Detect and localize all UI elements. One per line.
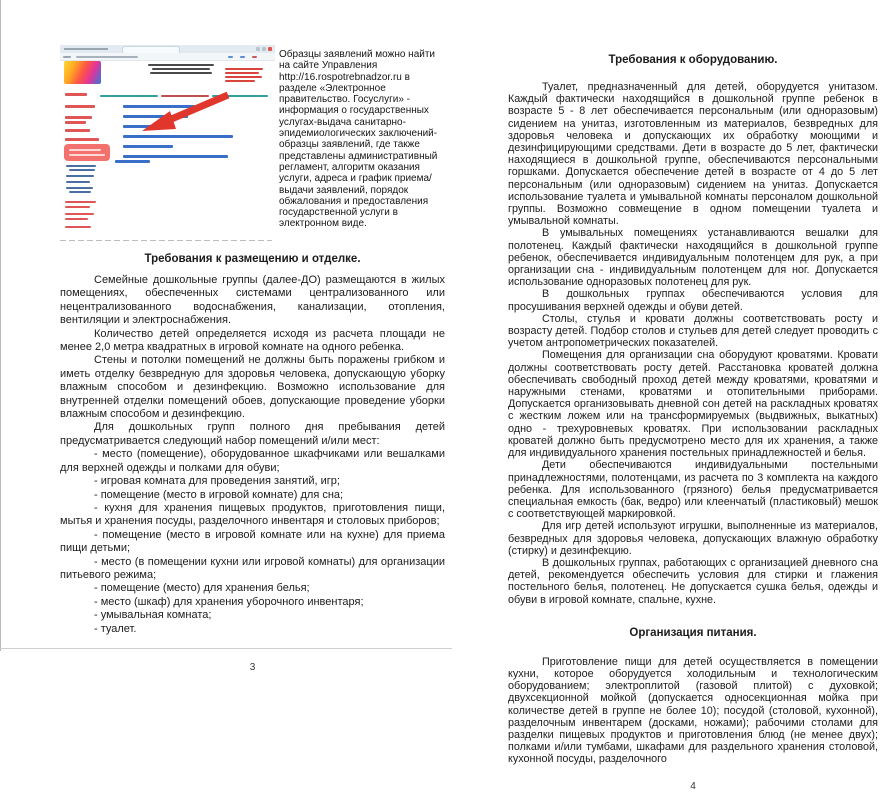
- content-link: [123, 155, 228, 158]
- paragraph: Стены и потолки помещений не должны быть поражены грибком и иметь отделку безвредную для здоровья человека, допускающую уборку влажным способом и дезинфекцию. Возможно использование для внутренней отделки помещений обоев, допускающие проведение уборки влажным способом и дезинфекцию.: [60, 354, 445, 421]
- site-header-text-line: [150, 72, 212, 74]
- paragraph: Дети обеспечиваются индивидуальными постельными принадлежностями, полотенцами, из расчета по 3 комплекта на каждого ребенка. Для использованного (грязного) белья предусматривается специальная емкость (бак, ведро) или клеенчатый (пластиковый) мешок с соответствующей маркировкой.: [508, 459, 878, 521]
- sidebar-sub-item: [69, 191, 91, 193]
- site-header-text-line: [148, 64, 214, 66]
- paragraph: Туалет, предназначенный для детей, оборудуется унитазом. Каждый фактически находящийся в дошкольной группе ребенок в возрасте 5 - 8 лет обеспечивается персональным (или одноразовым) сидением на унитаз, изготовленным из материалов, безвредных для здоровья человека и допускающих их обработку моющими и дезинфицирующими средствами. Дети в возрасте до 5 лет, фактически находящиеся в дошкольной группе, обеспечиваются персональными горшками. Допускается обеспечение детей в возрасте от 4 до 5 лет персональным (или одноразовым) сидением на унитаз. Допускается использование туалета и умывальной комнаты персоналом дошкольной группы. Возможно совмещение в одном помещении туалета и умывальной комнаты.: [508, 81, 878, 228]
- site-contact-text-line: [225, 80, 255, 82]
- sidebar-highlighted-text: [69, 149, 101, 151]
- window-minimize-icon: [256, 47, 260, 51]
- section-heading-equipment: Требования к оборудованию.: [608, 54, 778, 66]
- sidebar-menu-item: [65, 213, 94, 215]
- content-link: [123, 135, 233, 138]
- paragraph: - туалет.: [94, 622, 137, 635]
- sidebar-menu-item: [65, 226, 91, 228]
- sidebar-menu-item: [65, 138, 99, 141]
- site-contact-text-line: [225, 72, 259, 74]
- paragraph: - помещение (место) для хранения белья;: [94, 582, 310, 595]
- site-header-text-line: [152, 68, 210, 70]
- window-close-icon: [268, 47, 272, 51]
- page-left-edge: [0, 0, 1, 651]
- paragraph: - умывальная комната;: [94, 609, 212, 622]
- content-link: [123, 145, 173, 148]
- sidebar-menu-item: [65, 201, 96, 203]
- rospotrebnadzor-website-screenshot: [60, 45, 275, 243]
- sidebar-highlighted-text: [69, 154, 105, 156]
- toolbar-icon: [252, 56, 257, 58]
- paragraph: Приготовление пищи для детей осуществляется в помещении кухни, которое оборудуется холодильным и технологическим оборудованием; электроплитой (газовой плитой) с духовкой; двухсекционной мойкой (допускается односекционная мойка при количестве детей в группе не более 10); посудой (столовой, кухонной), разделочным инвентарем (досками, ножами); рабочими столами для разделки пищевых продуктов и приготовления блюд (не менее двух); полками и/или тумбами, шкафами для раздельного хранения столовой, кухонной посуды, разделочного: [508, 655, 878, 766]
- paragraph: - помещение (место в игровой комнате или на кухне) для приема пищи детьми;: [60, 528, 445, 555]
- browser-tab: [122, 46, 180, 53]
- sidebar-menu-item: [65, 206, 90, 208]
- browser-tab-title: [64, 48, 108, 50]
- toolbar-icon: [228, 56, 233, 58]
- sidebar-menu-item: [65, 93, 87, 96]
- paragraph: Помещения для организации сна оборудуют кроватями. Кровати должны соответствовать росту детей. Расстановка кроватей должна обеспечивать свободный проход детей между кроватями, кроватями и наружными стенами, кроватями и отопительными приборами. Допускается организовывать дневной сон детей на раскладных кроватях с жестким ложем или на трансформируемых (выдвижных, выкатных) одно - трехуровневых кроватях. При использовании раскладных кроватей должно быть предусмотрено место для их хранения, а также для индивидуального хранения постельных принадлежностей и белья.: [508, 349, 878, 460]
- url-text: [76, 56, 138, 58]
- page-number-right: 4: [690, 780, 696, 792]
- info-note: Образцы заявлений можно найти на сайте Управления http://16.rospotrebnadzor.ru в разделе «Электронное правительство. Госуслуги» - информация о государственных услугах-выдача санитарно-эпидемиологических заключений-образцы заявлений, где также представлены административный регламент, алгоритм оказания услуги, адреса и график приема/выдачи заявлений, порядок обжалования и предоставления государственной услуги в электронном виде.: [279, 49, 441, 230]
- nutrition-paragraphs: [508, 656, 878, 766]
- site-contact-text-line: [225, 76, 262, 78]
- paragraph: - место (шкаф) для хранения уборочного инвентаря;: [94, 595, 364, 608]
- paragraph: - место (в помещении кухни или игровой комнаты) для организации питьевого режима;: [60, 555, 445, 581]
- sidebar-menu-item: [65, 218, 88, 220]
- section-heading-nutrition: Организация питания.: [629, 626, 757, 639]
- sidebar-menu-item: [65, 121, 86, 124]
- sidebar-menu-item: [65, 116, 92, 119]
- sidebar-highlighted-item: [64, 144, 110, 161]
- sidebar-sub-item: [69, 169, 95, 171]
- browser-tab-strip: [60, 45, 275, 53]
- sidebar-menu-item: [65, 129, 90, 132]
- browser-address-bar: [60, 53, 275, 61]
- paragraph: - место (помещение), оборудованное шкафчиками или вешалками для верхней одежды и полками для обуви;: [60, 448, 445, 474]
- site-contact-text-line: [225, 68, 263, 70]
- page-3-top-row: [60, 45, 445, 243]
- page-3: [60, 45, 445, 673]
- paragraph: В умывальных помещениях устанавливаются вешалки для полотенец. Каждый фактически находящийся в дошкольной группе ребенок, обеспечивается индивидуальным полотенцем для рук, а при организации сна - индивидуальным полотенцем для ног. Допускается использование одноразовых полотенец для рук.: [508, 227, 878, 289]
- sidebar-sub-item: [66, 181, 90, 183]
- section-heading-placement: Требования к размещению и отделке.: [144, 253, 361, 265]
- equipment-paragraphs: [508, 81, 878, 606]
- placement-paragraphs: [60, 274, 445, 636]
- paragraph: Для игр детей используют игрушки, выполненные из материалов, безвредных для здоровья человека, допускающих влажную обработку (стирку) и дезинфекцию.: [508, 520, 878, 557]
- rospotrebnadzor-logo: [64, 61, 101, 84]
- paragraph: В дошкольных группах обеспечиваются условия для просушивания верхней одежды и обуви детей.: [508, 288, 878, 313]
- paragraph: Для дошкольных групп полного дня пребывания детей предусматривается следующий набор помещений и/или мест:: [60, 421, 445, 447]
- paragraph: В дошкольных группах, работающих с организацией дневного сна детей, рекомендуется обеспечить условия для стирки и глажения постельного белья, полотенец. Не допускается сушка белья, одежды и обуви в игровой комнате, спальне, кухне.: [508, 556, 878, 606]
- back-forward-icons: [63, 56, 71, 58]
- page-4: [508, 48, 878, 792]
- paragraph: Столы, стулья и кровати должны соответствовать росту и возрасту детей. Подбор столов и стульев для детей следует проводить с учетом антропометрических показателей.: [508, 312, 878, 350]
- page-number-left: 3: [249, 661, 256, 673]
- paragraph: - кухня для хранения пищевых продуктов, приготовления пищи, мытья и хранения посуды, разделочного инвентаря и столовых приборов;: [60, 501, 445, 528]
- paragraph: - игровая комната для проведения занятий, игр;: [94, 475, 340, 488]
- sidebar-sub-item: [66, 175, 94, 177]
- paragraph: Семейные дошкольные группы (далее-ДО) размещаются в жилых помещениях, обеспеченных системами централизованного или нецентрализованного водоснабжения, канализации, отопления, вентиляции и электроснабжения.: [60, 274, 445, 327]
- window-maximize-icon: [262, 47, 266, 51]
- toolbar-icon: [240, 56, 245, 58]
- paragraph: Количество детей определяется исходя из расчета площади не менее 2,0 метра квадратных в игровой комнате на одного ребенка.: [60, 327, 445, 354]
- paragraph: - помещение (место в игровой комнате) для сна;: [94, 488, 344, 501]
- sidebar-menu-item: [65, 105, 95, 108]
- content-link: [115, 160, 150, 163]
- red-arrow-icon: [140, 89, 232, 135]
- sidebar-sub-item: [66, 165, 96, 167]
- sidebar-sub-item: [66, 187, 93, 189]
- screenshot-bottom-rule: [60, 240, 272, 241]
